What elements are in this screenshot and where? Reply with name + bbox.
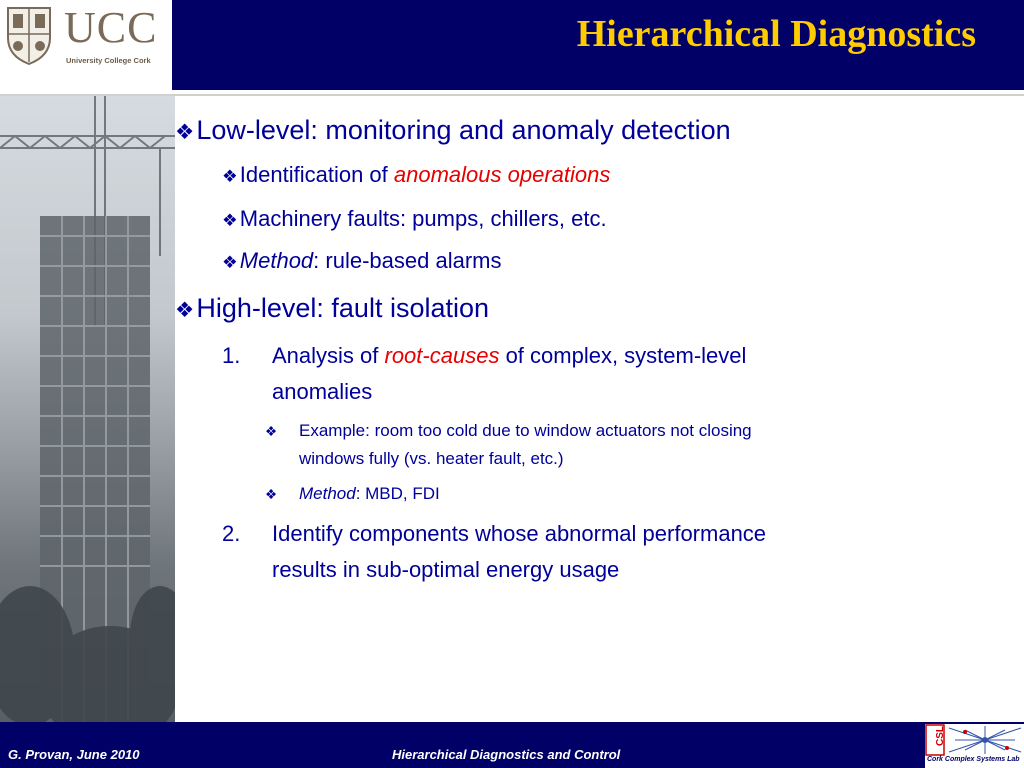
item-text: Analysis of <box>272 343 385 368</box>
sub-bullet-identification <box>222 160 610 191</box>
bullet-high-level <box>175 292 489 326</box>
diamond-bullet-icon: ❖ <box>222 210 238 230</box>
bullet-text: High-level: fault isolation <box>196 293 490 323</box>
numbered-item-1-continuation: anomalies <box>272 379 373 404</box>
diamond-bullet-icon: ❖ <box>222 166 238 186</box>
footer-author-date: G. Provan, June 2010 <box>8 747 140 762</box>
building-construction-photo <box>0 96 175 722</box>
logo-subtitle: University College Cork <box>66 56 151 65</box>
example-text: Example: room too cold due to window actuators not closing <box>299 421 752 440</box>
example-text-continuation: windows fully (vs. heater fault, etc.) <box>299 449 564 468</box>
list-number-2: 2. <box>222 521 241 546</box>
slide-title: Hierarchical Diagnostics <box>576 13 976 55</box>
bullet-text: : rule-based alarms <box>313 248 502 273</box>
slide-header <box>0 0 1024 90</box>
bullet-text: Identification of <box>239 162 394 187</box>
diamond-bullet-icon: ❖ <box>265 487 278 502</box>
sub-sub-bullet-method-mbd <box>265 480 279 509</box>
diamond-bullet-icon: ❖ <box>222 252 238 272</box>
bullet-text: Machinery faults: pumps, chillers, etc. <box>239 206 607 231</box>
footer-title: Hierarchical Diagnostics and Control <box>392 747 621 762</box>
logo-text: UCC <box>64 3 158 52</box>
bullet-text: : MBD, FDI <box>355 484 440 503</box>
ucc-crest-icon <box>4 4 54 66</box>
method-mbd-text <box>299 480 440 508</box>
diamond-bullet-icon: ❖ <box>175 119 195 144</box>
numbered-item-2: Identify components whose abnormal performance <box>272 521 767 546</box>
emphasis-text: anomalous operations <box>393 162 611 187</box>
complex-systems-lab-icon <box>925 724 1024 768</box>
lab-logo-graphic <box>925 724 1024 756</box>
list-number-1: 1. <box>222 343 241 368</box>
italic-text: Method <box>299 484 356 503</box>
numbered-item-2-continuation: results in sub-optimal energy usage <box>272 557 620 582</box>
italic-text: Method <box>239 248 314 273</box>
bullet-low-level <box>175 114 731 148</box>
diamond-bullet-icon: ❖ <box>265 424 278 439</box>
bullet-text: Low-level: monitoring and anomaly detection <box>196 115 731 145</box>
svg-text:CSL: CSL <box>935 726 946 746</box>
sub-bullet-machinery <box>222 204 607 235</box>
sub-sub-bullet-example <box>265 417 279 446</box>
ucc-logo <box>0 0 172 90</box>
slide-footer <box>0 722 1024 768</box>
emphasis-text: root-causes <box>384 343 500 368</box>
item-text-after: of complex, system-level <box>499 343 747 368</box>
diamond-bullet-icon: ❖ <box>175 297 195 322</box>
lab-logo-text: Cork Complex Systems Lab <box>927 756 1020 763</box>
sub-bullet-method-alarms <box>222 246 501 277</box>
slide-content <box>175 96 1024 722</box>
numbered-item-1 <box>272 341 746 371</box>
